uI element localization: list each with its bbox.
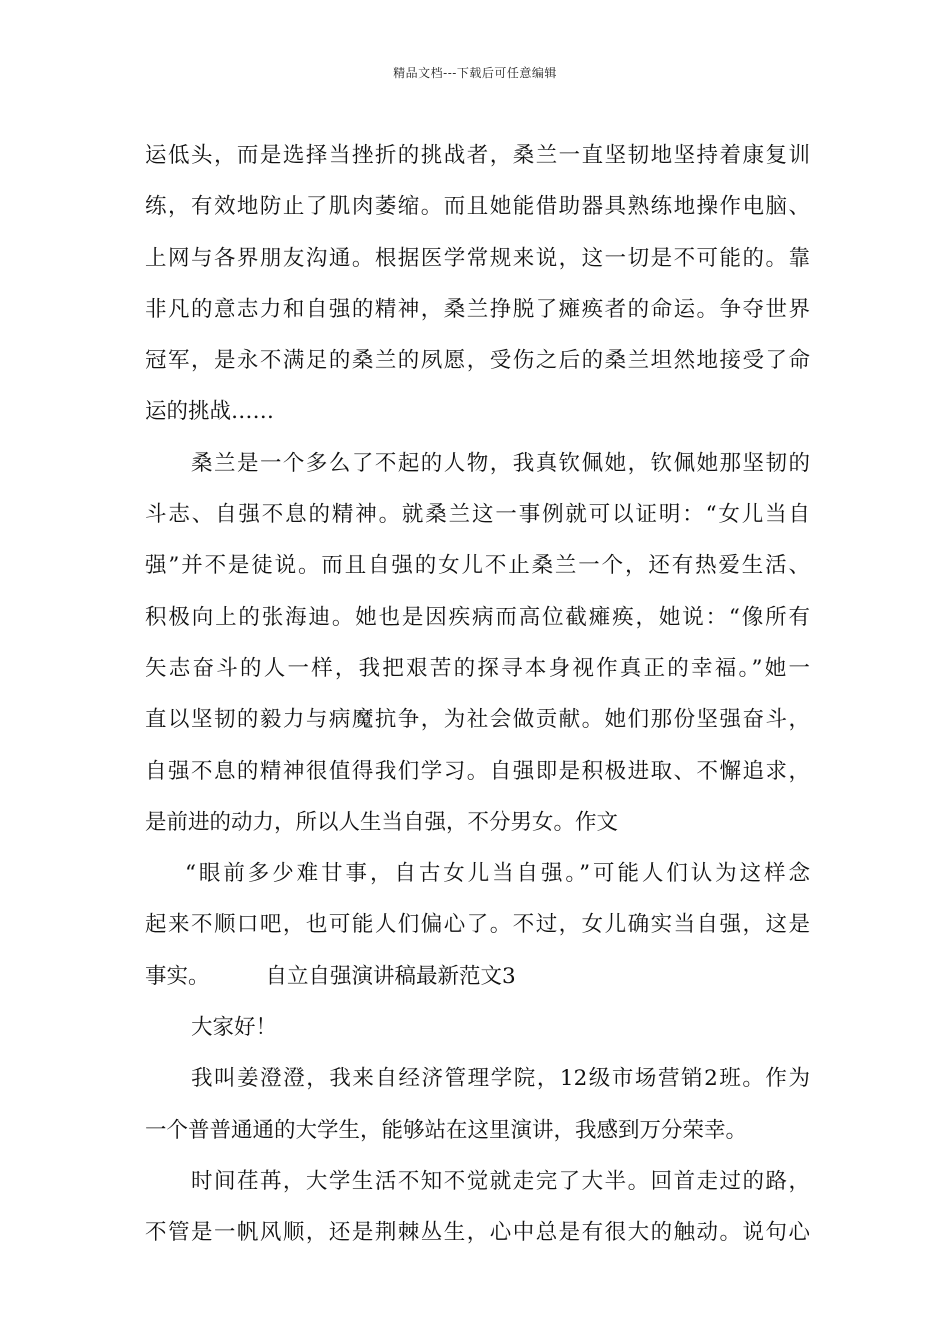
- text-line: 上网与各界朋友沟通。根据医学常规来说，这一切是不可能的。靠: [145, 245, 810, 271]
- page-header: 精品文档---下载后可任意编辑: [393, 66, 557, 80]
- text-line: 运低头，而是选择当挫折的挑战者，桑兰一直坚韧地坚持着康复训: [145, 143, 810, 168]
- text-line: 强”并不是徒说。而且自强的女儿不止桑兰一个，还有热爱生活、: [145, 553, 810, 579]
- text-line: 自强不息的精神很值得我们学习。自强即是积极进取、不懈追求，: [145, 758, 810, 784]
- body-text: [145, 130, 810, 1259]
- text-line-with-heading: [145, 951, 810, 1002]
- text-line: 是前进的动力，所以人生当自强，不分男女。作文: [145, 809, 619, 835]
- text-line: 直以坚韧的毅力与病魔抗争，为社会做贡献。她们那份坚强奋斗，: [145, 707, 810, 733]
- section-heading: 自立自强演讲稿最新范文3: [265, 963, 516, 989]
- text-line: 一个普普通通的大学生，能够站在这里演讲，我感到万分荣幸。: [145, 1117, 748, 1143]
- paragraph-first-line: 我叫姜澄澄，我来自经济管理学院，12级市场营销2班。作为: [191, 1066, 810, 1092]
- paragraph-first-line: 时间荏苒，大学生活不知不觉就走完了大半。回首走过的路，: [191, 1168, 810, 1194]
- text-line: 非凡的意志力和自强的精神，桑兰挣脱了瘫痪者的命运。争夺世界: [145, 296, 810, 322]
- greeting: 大家好！: [191, 1015, 278, 1041]
- text-line: 矢志奋斗的人一样，我把艰苦的探寻本身视作真正的幸福。”她一: [145, 655, 810, 681]
- text-line: 积极向上的张海迪。她也是因疾病而高位截瘫痪，她说：“像所有: [145, 604, 810, 630]
- text-line: 斗志、自强不息的精神。就桑兰这一事例就可以证明：“女儿当自: [145, 502, 810, 528]
- paragraph-first-line: 桑兰是一个多么了不起的人物，我真钦佩她，钦佩她那坚韧的: [191, 450, 810, 476]
- text-line: 不管是一帆风顺，还是荆棘丛生，心中总是有很大的触动。说句心: [145, 1220, 810, 1246]
- text-fragment: 事实。: [145, 963, 210, 989]
- paragraph-first-line: “眼前多少难甘事，自古女儿当自强。”可能人们认为这样念: [185, 861, 810, 887]
- text-line: 起来不顺口吧，也可能人们偏心了。不过，女儿确实当自强，这是: [145, 912, 810, 938]
- text-line: 冠军，是永不满足的桑兰的夙愿，受伤之后的桑兰坦然地接受了命: [145, 348, 810, 374]
- text-line: 运的挑战……: [145, 399, 275, 425]
- text-line: 练，有效地防止了肌肉萎缩。而且她能借助器具熟练地操作电脑、: [145, 194, 810, 220]
